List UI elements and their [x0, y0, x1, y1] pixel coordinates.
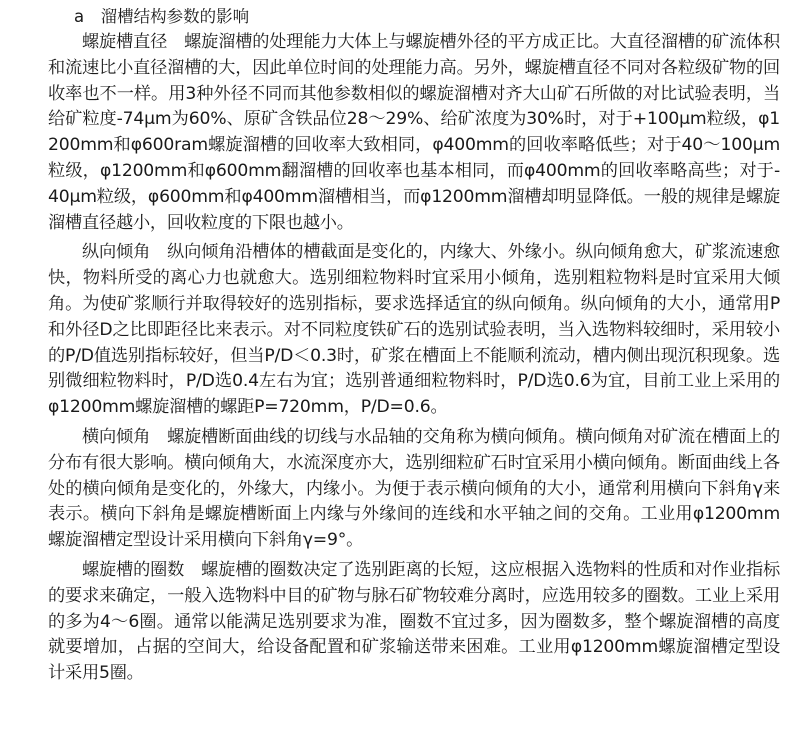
paragraph-spiral-diameter: 螺旋槽直径 螺旋溜槽的处理能力大体上与螺旋槽外径的平方成正比。大直径溜槽的矿流体积和流速比小直径溜槽的大，因此单位时间的处理能力高。另外，螺旋槽直径不同对各粒级矿物的回收率也不一样。用3种外径不同而其他参数相似的螺旋溜槽对齐大山矿石所做的对比试验表明，当给矿粒度-74μm为60%、原矿含铁品位28～29%、给矿浓度为30%时，对于+100μm粒级，φ1200mm和φ600ram螺旋溜槽的回收率大致相同，φ400mm的回收率略低些；对于40～100μm粒级，φ1200mm和φ600mm翻溜槽的回收率也基本相同，而φ400mm的回收率略高些；对于-40μm粒级，φ600mm和φ400mm溜槽相当，而φ1200mm溜槽却明显降低。一般的规律是螺旋溜槽直径越小，回收粒度的下限也越小。 [48, 32, 780, 233]
section-heading: a 溜槽结构参数的影响 [74, 7, 250, 26]
paragraph-transverse-angle: 横向倾角 螺旋槽断面曲线的切线与水品轴的交角称为横向倾角。横向倾角对矿流在槽面上的分布有很大影响。横向倾角大，水流深度亦大，选别细粒矿石时宜采用小横向倾角。断面曲线上各处的横向倾角是变化的，外缘大，内缘小。为便于表示横向倾角的大小，通常利用横向下斜角γ来表示。横向下斜角是螺旋槽断面上内缘与外缘间的连线和水平轴之间的交角。工业用φ1200mm螺旋溜槽定型设计采用横向下斜角γ=9°。 [48, 426, 780, 551]
paragraph-spiral-turns: 螺旋槽的圈数 螺旋槽的圈数决定了选别距离的长短，这应根据入选物料的性质和对作业指标的要求来确定，一般入选物料中目的矿物与脉石矿物较难分离时，应选用较多的圈数。工业上采用的多为4～6圈。通常以能满足选别要求为准，圈数不宜过多，因为圈数多，整个螺旋溜槽的高度就要增加，占据的空间大，给设备配置和矿浆输送带来困难。工业用φ1200mm螺旋溜槽定型设计采用5圈。 [48, 559, 780, 684]
paragraph-longitudinal-angle: 纵向倾角 纵向倾角沿槽体的槽截面是变化的，内缘大、外缘小。纵向倾角愈大，矿浆流速愈快，物料所受的离心力也就愈大。选别细粒物料时宜采用小倾角，选别粗粒物料是时宜采用大倾角。为使矿浆顺行并取得较好的选别指标，要求选择适宜的纵向倾角。纵向倾角的大小，通常用P和外径D之比即距径比来表示。对不同粒度铁矿石的选别试验表明，当入选物料较细时，采用较小的P/D值选别指标较好，但当P/D＜0.3时，矿浆在槽面上不能顺利流动，槽内侧出现沉积现象。选别微细粒物料时，P/D选0.4左右为宜；选别普通细粒物料时，P/D选0.6为宜，目前工业上采用的φ1200mm螺旋溜槽的螺距P=720mm，P/D=0.6。 [48, 242, 780, 418]
